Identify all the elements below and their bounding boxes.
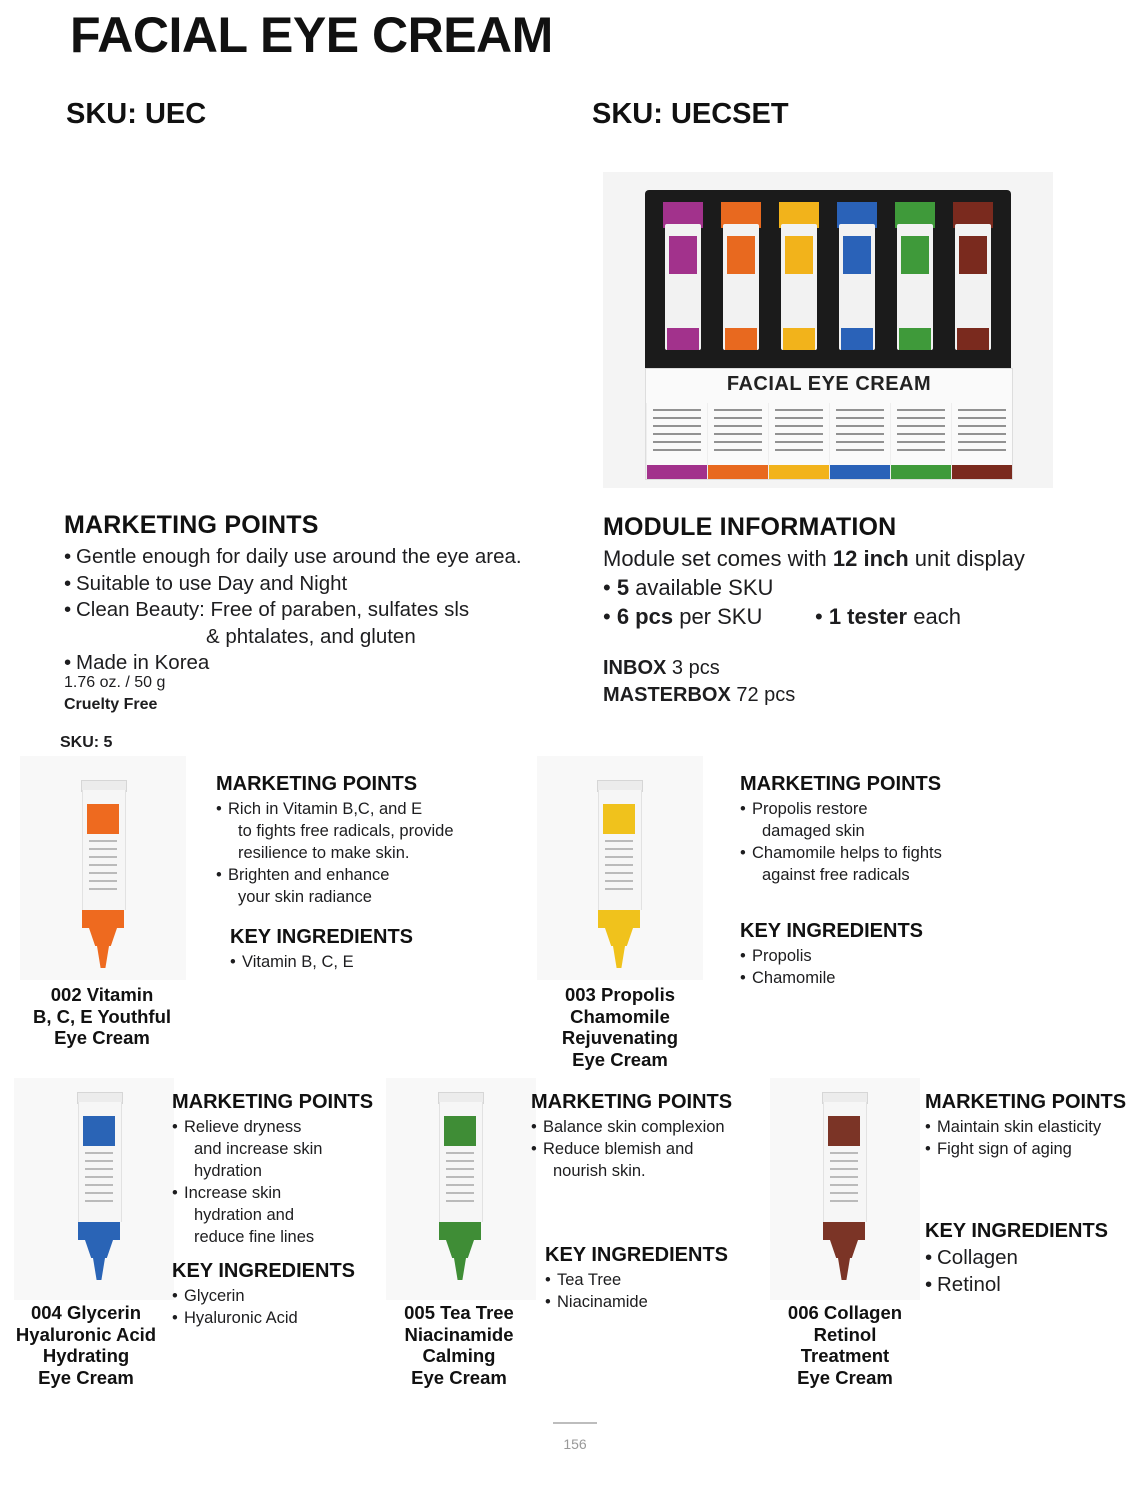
display-column [768,403,829,479]
list-item-text: Clean Beauty: Free of paraben, sulfates sls [76,598,470,621]
tester-value: 1 tester [828,604,908,629]
ingredients-heading: KEY INGREDIENTS [230,926,413,948]
tester-line: • 1 tester each [815,604,961,629]
masterbox-value: 72 pcs [730,684,796,706]
product-name-line: Eye Cream [411,1366,507,1388]
product-name-006 [768,1302,922,1388]
list-item-continuation: and increase skin [194,1140,323,1158]
list-item: • Hyaluronic Acid [172,1307,392,1329]
list-item [216,864,516,908]
list-item: • Niacinamide [545,1291,765,1313]
module-pcs-line: • 6 pcs per SKU • 1 tester each [603,604,961,629]
product-name-line: B, C, E Youthful [32,1005,172,1027]
list-item-text: Relieve dryness [184,1118,302,1136]
list-item-continuation: reduce fine lines [194,1228,315,1246]
product-photo-004 [14,1078,174,1300]
list-item-text: Propolis restore [752,800,868,818]
inbox-value: 3 pcs [666,657,720,679]
list-item-continuation: nourish skin. [553,1162,646,1180]
product-name-line: 006 Collagen [787,1302,903,1323]
product-name-line: Chamomile [570,1005,670,1027]
product-info-002 [216,773,516,908]
ingredients-list [545,1269,765,1313]
list-item: • Balance skin complexion [531,1116,761,1138]
display-front-panel [645,368,1013,480]
marketing-list [925,1116,1140,1160]
product-photo-002 [20,756,186,980]
product-info-005 [531,1091,761,1182]
display-tube [663,202,703,350]
list-item: • Glycerin [172,1285,392,1307]
inbox-label: INBOX [603,657,667,679]
sku-uecset-label: SKU: UECSET [592,98,789,130]
product-name-005 [382,1302,536,1388]
product-name-004 [8,1302,164,1388]
pcs-value: 6 pcs [616,604,674,629]
marketing-heading: MARKETING POINTS [531,1091,733,1113]
tester-text: each [907,604,961,629]
cruelty-free-label: Cruelty Free [64,695,158,713]
display-tube [895,202,935,350]
ingredients-list [172,1285,392,1329]
sku-count-value: 5 [616,575,630,600]
product-info-006 [925,1091,1140,1298]
sku-count: SKU: 5 [60,734,113,751]
ingredients-list [925,1245,1140,1298]
list-item-text: Rich in Vitamin B,C, and E [228,800,423,818]
masterbox-line [603,682,1133,709]
list-item: • Propolis [740,945,1000,967]
product-name-line: Calming [422,1345,496,1366]
ingredients-002 [230,926,490,973]
size-info: 1.76 oz. / 50 g [64,673,166,691]
list-item: • Collagen [925,1245,1140,1272]
display-tube [953,202,993,350]
ingredients-heading: KEY INGREDIENTS [545,1244,728,1266]
display-tube [721,202,761,350]
list-item-text: Reduce blemish and [543,1140,694,1158]
module-heading: MODULE INFORMATION [603,513,897,541]
display-set-photo [603,172,1053,488]
list-item [531,1138,761,1182]
list-item [216,798,516,864]
list-item: • Made in Korea [64,650,564,677]
list-item: • Vitamin B, C, E [230,951,490,973]
list-item-text: Increase skin [184,1184,282,1202]
product-name-line: 004 Glycerin [30,1302,142,1323]
ingredients-005 [545,1244,765,1313]
list-item-continuation: damaged skin [762,822,865,840]
product-info-004 [172,1091,392,1329]
marketing-list [740,798,1040,886]
display-column [707,403,768,479]
sku-uec-label: SKU: UEC [66,98,207,130]
display-tube [837,202,877,350]
marketing-heading: MARKETING POINTS [740,773,942,795]
list-item: • Fight sign of aging [925,1138,1140,1160]
display-tube [779,202,819,350]
list-item: • Chamomile [740,967,1000,989]
list-item-continuation: resilience to make skin. [238,844,410,862]
list-item-text: Brighten and enhance [228,866,390,884]
list-item [64,597,564,650]
product-photo-005 [386,1078,536,1300]
module-sku-line: • 5 available SKU [603,575,774,600]
inbox-line [603,655,1133,682]
product-name-line: Eye Cream [797,1366,893,1388]
general-marketing-section [64,511,564,715]
marketing-list [216,798,516,908]
product-photo-006 [770,1078,920,1300]
product-name-line: Eye Cream [38,1366,134,1388]
list-item-continuation: your skin radiance [238,888,372,906]
list-item: • Retinol [925,1272,1140,1299]
product-name-line: Rejuvenating [561,1027,679,1048]
list-item-text: Chamomile helps to fights [752,844,942,862]
page-number: 156 [563,1436,587,1452]
module-line-text: Module set comes with [603,546,833,571]
ingredients-heading: KEY INGREDIENTS [740,920,923,942]
ingredients-003 [740,920,1000,989]
list-item [172,1182,392,1248]
list-item-continuation: hydration [194,1162,262,1180]
product-name-line: Retinol [813,1323,877,1345]
product-name-line: 005 Tea Tree [404,1302,514,1323]
list-item: • Maintain skin elasticity [925,1116,1140,1138]
product-name-line: Hydrating [42,1345,130,1366]
list-item [740,842,1040,886]
list-item: • Suitable to use Day and Night [64,571,564,598]
product-name-line: Treatment [800,1345,890,1366]
pcs-text: per SKU [673,604,763,629]
ingredients-heading: KEY INGREDIENTS [172,1260,355,1282]
page-title: FACIAL EYE CREAM [70,7,553,63]
ingredients-heading: KEY INGREDIENTS [925,1220,1108,1242]
ingredients-list [740,945,1000,989]
product-name-002 [22,984,182,1049]
display-column [829,403,890,479]
display-title: FACIAL EYE CREAM [726,373,932,395]
list-item-continuation: to fights free radicals, provide [238,822,454,840]
sku-count-text: available SKU [629,575,774,600]
product-name-line: Hyaluronic Acid [15,1323,157,1345]
ingredients-list [230,951,490,973]
product-name-line: Eye Cream [572,1048,668,1070]
list-item-continuation: against free radicals [762,866,910,884]
display-column [890,403,951,479]
marketing-heading: MARKETING POINTS [216,773,418,795]
list-item-continuation: & phtalates, and gluten [206,624,416,648]
marketing-heading: MARKETING POINTS [64,511,319,539]
module-info-section [603,513,1133,709]
product-name-line: 002 Vitamin [50,984,154,1005]
marketing-list [172,1116,392,1248]
module-line-text-end: unit display [908,546,1025,571]
product-name-line: 003 Propolis [564,984,675,1005]
footer-divider [553,1422,597,1424]
list-item-continuation: hydration and [194,1206,294,1224]
product-name-line: Eye Cream [54,1027,150,1048]
list-item: • Tea Tree [545,1269,765,1291]
marketing-list [531,1116,761,1182]
list-item [740,798,1040,842]
product-photo-003 [537,756,703,980]
module-line [603,544,1133,573]
product-info-003 [740,773,1040,886]
list-item: • Gentle enough for daily use around the eye area. [64,544,564,571]
marketing-heading: MARKETING POINTS [172,1091,374,1113]
display-column [951,403,1012,479]
display-column [646,403,707,479]
product-name-line: Niacinamide [404,1323,514,1345]
masterbox-label: MASTERBOX [603,684,731,706]
list-item [172,1116,392,1182]
marketing-heading: MARKETING POINTS [925,1091,1127,1113]
module-line-size: 12 inch [832,546,909,571]
marketing-list [64,544,564,677]
product-name-003 [540,984,700,1070]
